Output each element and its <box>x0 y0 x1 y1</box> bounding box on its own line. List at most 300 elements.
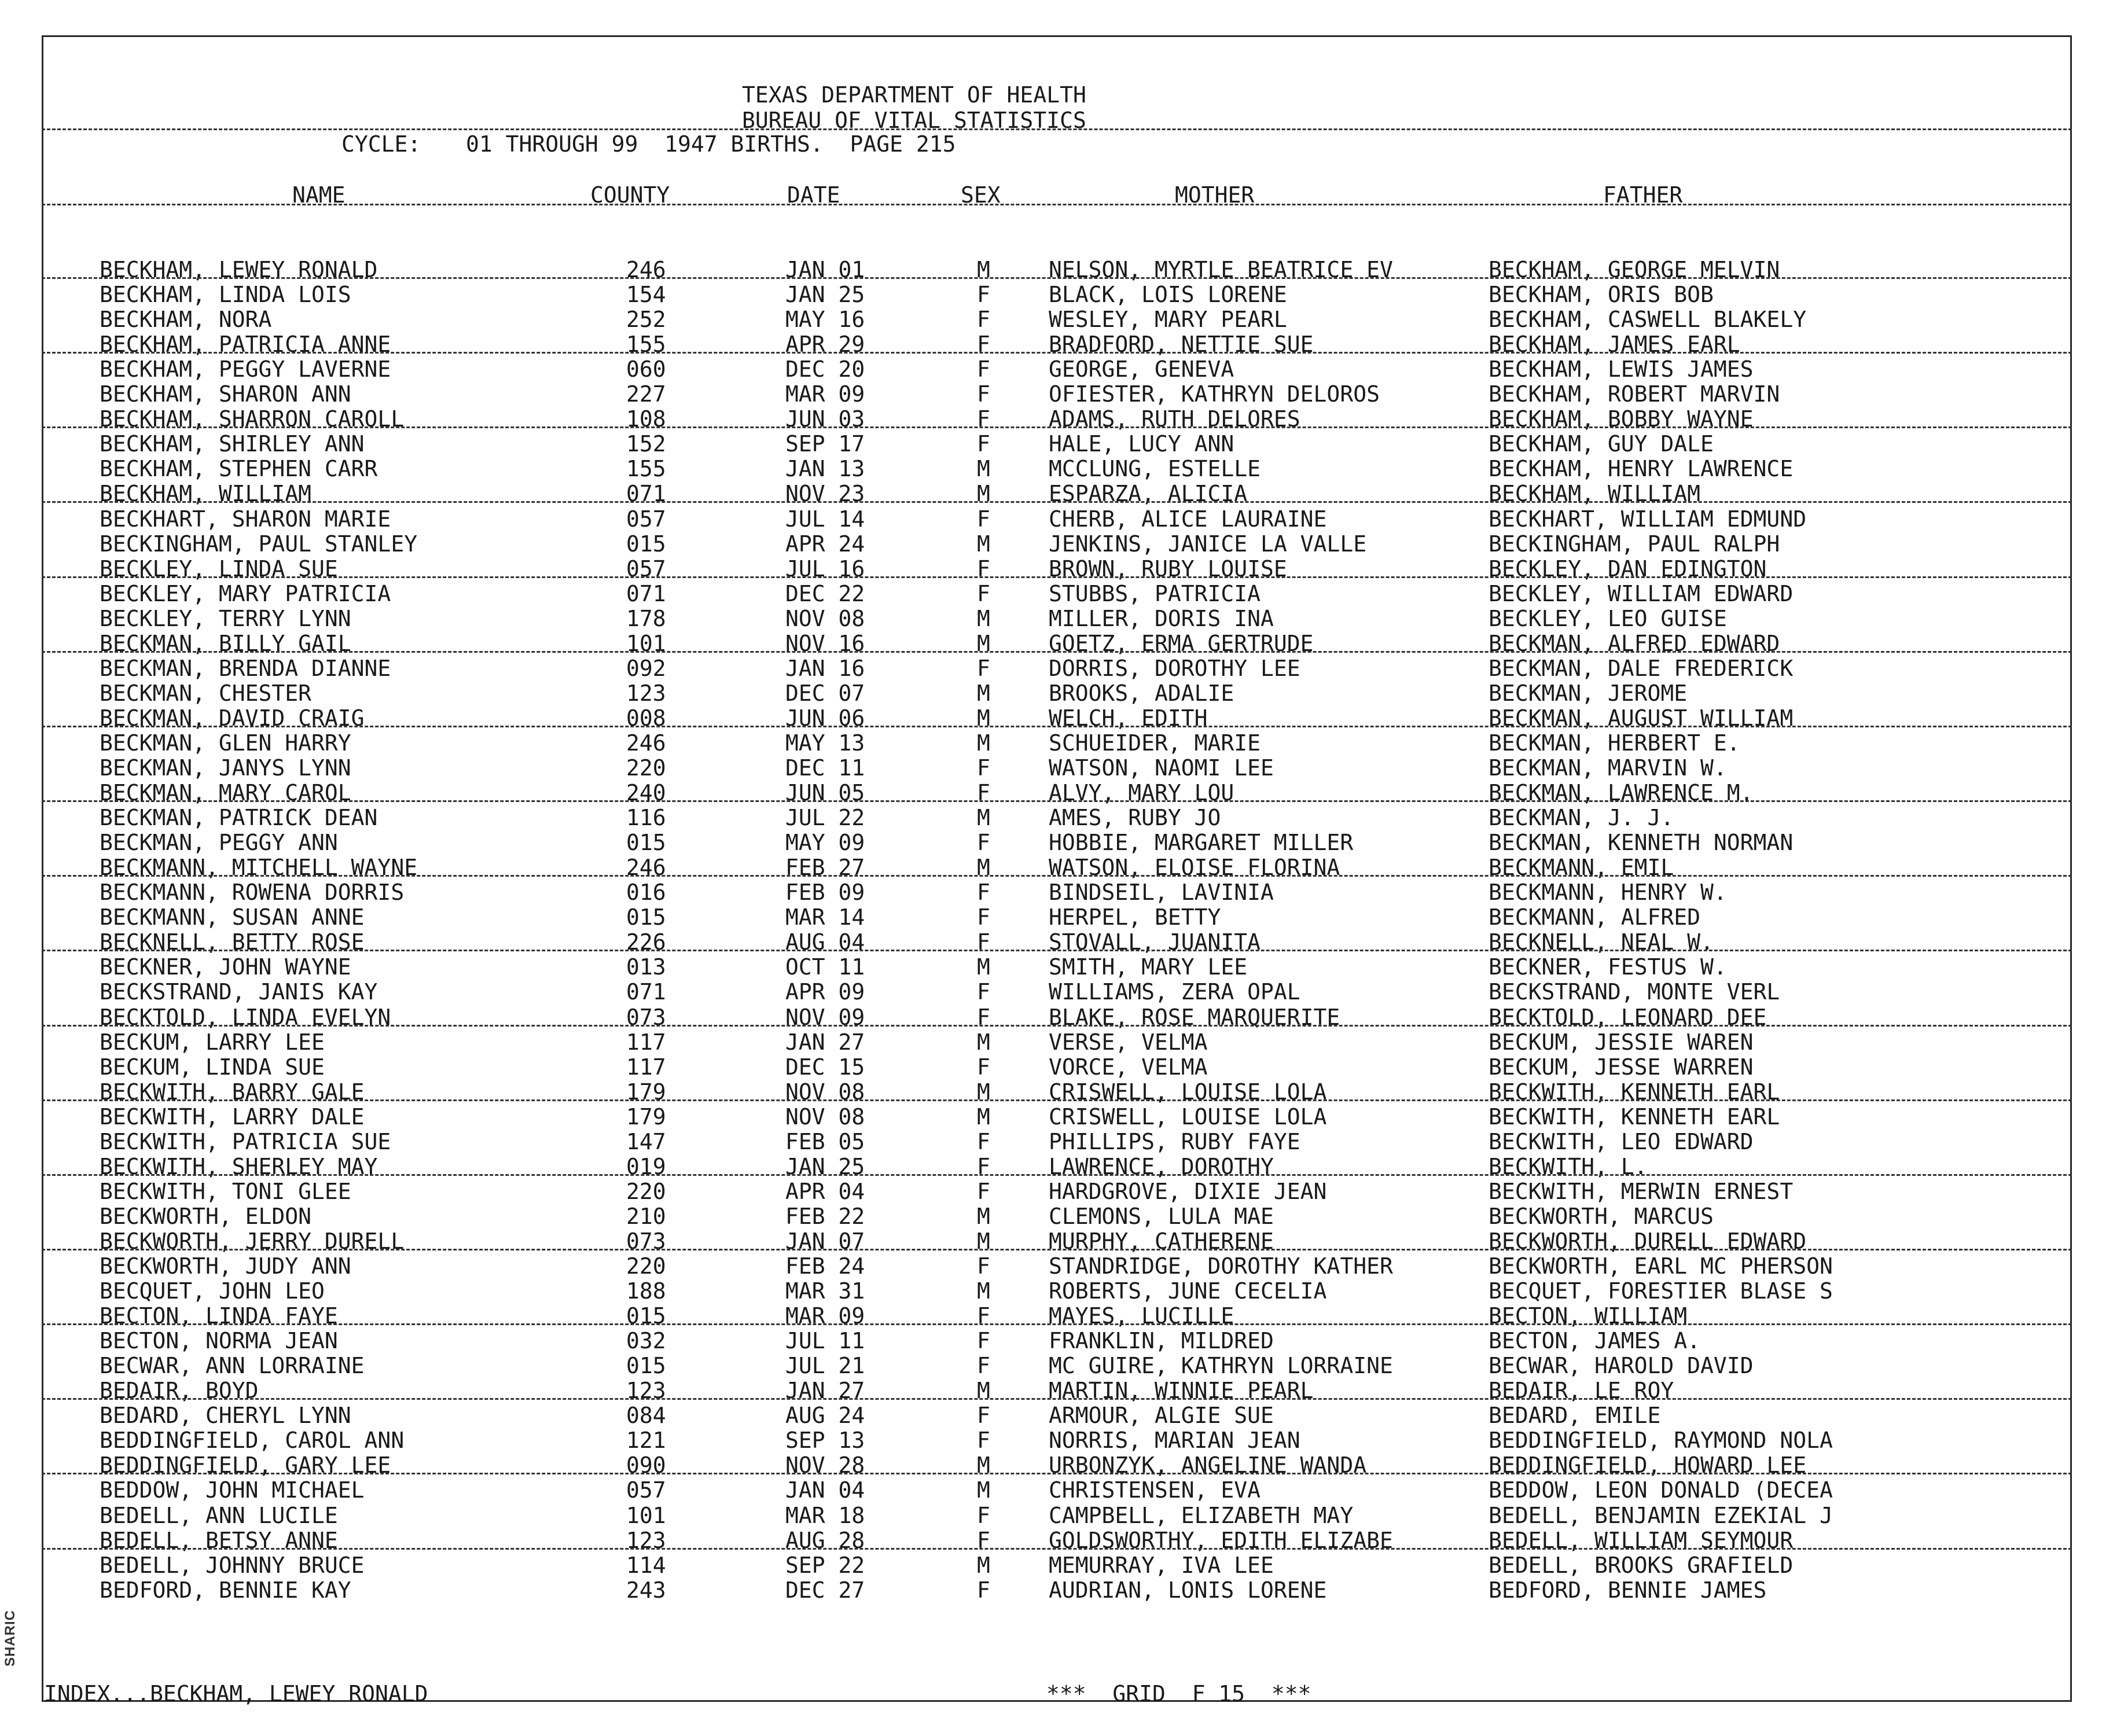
cell-mother: HALE, LUCY ANN <box>1049 431 1234 457</box>
cell-name: BECKWORTH, ELDON <box>100 1203 312 1229</box>
cell-mother: WILLIAMS, ZERA OPAL <box>1049 979 1300 1005</box>
cell-mother: CLEMONS, LULA MAE <box>1049 1203 1274 1229</box>
cell-county: 117 <box>626 1054 666 1080</box>
cell-county: 015 <box>626 1303 666 1329</box>
cell-name: BECKINGHAM, PAUL STANLEY <box>100 531 418 557</box>
cell-sex: F <box>977 880 990 906</box>
cell-mother: BROWN, RUBY LOUISE <box>1049 556 1287 582</box>
cell-county: 152 <box>626 431 666 457</box>
cell-date: DEC 07 <box>785 680 865 706</box>
cell-date: FEB 24 <box>785 1253 865 1279</box>
cell-date: APR 04 <box>785 1178 865 1204</box>
table-row <box>42 458 2072 483</box>
cycle-label: CYCLE: <box>341 131 421 157</box>
cell-name: BECKMAN, GLEN HARRY <box>100 730 351 756</box>
grid-footer: *** GRID F 15 *** <box>1046 1681 1311 1706</box>
cell-county: 240 <box>626 780 666 806</box>
table-row <box>42 483 2072 507</box>
cell-mother: ROBERTS, JUNE CECELIA <box>1049 1278 1327 1304</box>
cell-date: MAR 09 <box>785 381 865 407</box>
cell-name: BECKMANN, MITCHELL WAYNE <box>100 855 418 881</box>
department-title: TEXAS DEPARTMENT OF HEALTH <box>742 82 1086 108</box>
cell-county: 188 <box>626 1278 666 1304</box>
cell-date: DEC 22 <box>785 580 865 606</box>
table-row <box>42 832 2072 856</box>
cell-father: BECKHAM, JAMES EARL <box>1489 332 1740 358</box>
column-header-sex: SEX <box>961 182 1001 208</box>
cell-date: JAN 04 <box>785 1477 865 1503</box>
cell-date: MAR 14 <box>785 904 865 930</box>
row-divider <box>42 726 2072 727</box>
table-row <box>42 1205 2072 1230</box>
cell-mother: CAMPBELL, ELIZABETH MAY <box>1049 1502 1354 1528</box>
cell-county: 155 <box>626 456 666 482</box>
cell-mother: BRADFORD, NETTIE SUE <box>1049 332 1314 358</box>
cell-name: BECKMANN, SUSAN ANNE <box>100 904 365 930</box>
cell-father: BECKMAN, JEROME <box>1489 680 1688 706</box>
table-row <box>42 1106 2072 1131</box>
cell-father: BECKNER, FESTUS W. <box>1489 954 1727 980</box>
cell-date: OCT 11 <box>785 954 865 980</box>
cell-sex: M <box>977 705 990 731</box>
table-row <box>42 657 2072 682</box>
cell-sex: F <box>977 1403 990 1429</box>
table-row <box>42 807 2072 832</box>
cell-sex: F <box>977 580 990 606</box>
cell-father: BECKTOLD, LEONARD DEE <box>1489 1004 1767 1030</box>
cell-date: DEC 27 <box>785 1577 865 1603</box>
cell-father: BECWAR, HAROLD DAVID <box>1489 1353 1754 1379</box>
cell-date: MAR 18 <box>785 1502 865 1528</box>
cell-mother: CRISWELL, LOUISE LOLA <box>1049 1079 1327 1105</box>
cell-county: 032 <box>626 1328 666 1354</box>
cell-mother: ESPARZA, ALICIA <box>1049 481 1248 507</box>
cell-sex: M <box>977 1452 990 1478</box>
cell-county: 246 <box>626 730 666 756</box>
cell-mother: MEMURRAY, IVA LEE <box>1049 1552 1274 1578</box>
cell-date: NOV 08 <box>785 605 865 631</box>
row-divider <box>42 1323 2072 1325</box>
cell-name: BECKHAM, SHARRON CAROLL <box>100 406 405 432</box>
cell-sex: F <box>977 1577 990 1603</box>
cell-father: BECKMAN, MARVIN W. <box>1489 755 1727 781</box>
cell-mother: BINDSEIL, LAVINIA <box>1049 880 1274 906</box>
cell-father: BECKMAN, AUGUST WILLIAM <box>1489 705 1794 731</box>
cell-name: BECKMAN, PEGGY ANN <box>100 830 338 856</box>
cell-date: APR 09 <box>785 979 865 1005</box>
table-row <box>42 881 2072 906</box>
cell-date: SEP 22 <box>785 1552 865 1578</box>
cell-name: BECKWITH, BARRY GALE <box>100 1079 365 1105</box>
cell-name: BECKSTRAND, JANIS KAY <box>100 979 378 1005</box>
table-row <box>42 1180 2072 1205</box>
table-row <box>42 1081 2072 1106</box>
cell-mother: JENKINS, JANICE LA VALLE <box>1049 531 1367 557</box>
cell-name: BECKHAM, SHARON ANN <box>100 381 351 407</box>
cell-father: BECKHAM, LEWIS JAMES <box>1489 356 1754 382</box>
table-row <box>42 605 2072 632</box>
column-header-mother: MOTHER <box>1175 182 1255 208</box>
cell-sex: F <box>977 1328 990 1354</box>
cell-date: JUL 16 <box>785 556 865 582</box>
cell-sex: F <box>977 830 990 856</box>
cell-mother: MAYES, LUCILLE <box>1049 1303 1234 1329</box>
side-label: SHARIC <box>2 1609 18 1667</box>
cell-county: 116 <box>626 805 666 831</box>
cell-sex: M <box>977 1029 990 1055</box>
cell-county: 123 <box>626 1378 666 1404</box>
cell-name: BECKWITH, LARRY DALE <box>100 1104 365 1130</box>
cell-sex: M <box>977 257 990 282</box>
cell-county: 226 <box>626 929 666 955</box>
cell-date: JAN 07 <box>785 1228 865 1254</box>
cell-mother: VORCE, VELMA <box>1049 1054 1208 1080</box>
cell-father: BECKWITH, MERWIN ERNEST <box>1489 1178 1794 1204</box>
cell-sex: F <box>977 1153 990 1179</box>
cell-name: BECKMAN, BILLY GAIL <box>100 630 351 656</box>
table-row <box>42 1529 2072 1554</box>
cell-date: NOV 28 <box>785 1452 865 1478</box>
cell-name: BECKMANN, ROWENA DORRIS <box>100 880 405 906</box>
column-header-county: COUNTY <box>590 182 670 208</box>
cell-father: BECKHAM, WILLIAM <box>1489 481 1701 507</box>
cell-father: BECKHAM, CASWELL BLAKELY <box>1489 307 1807 333</box>
row-divider <box>42 1099 2072 1101</box>
cell-mother: WATSON, ELOISE FLORINA <box>1049 855 1340 881</box>
table-row <box>42 682 2072 707</box>
cell-county: 155 <box>626 332 666 358</box>
cell-county: 243 <box>626 1577 666 1603</box>
cell-mother: BROOKS, ADALIE <box>1049 680 1234 706</box>
table-row <box>42 1305 2072 1330</box>
cell-mother: NELSON, MYRTLE BEATRICE EV <box>1049 257 1393 282</box>
cell-sex: F <box>977 1303 990 1329</box>
cell-father: BECKHART, WILLIAM EDMUND <box>1489 506 1807 532</box>
cell-father: BEDELL, BROOKS GRAFIELD <box>1489 1552 1794 1578</box>
cell-date: AUG 28 <box>785 1527 865 1553</box>
cell-date: JUL 11 <box>785 1328 865 1354</box>
cell-father: BEDDINGFIELD, HOWARD LEE <box>1489 1452 1807 1478</box>
table-row <box>42 856 2072 881</box>
bureau-title: BUREAU OF VITAL STATISTICS <box>742 108 1086 133</box>
cell-name: BEDDOW, JOHN MICHAEL <box>100 1477 365 1503</box>
cell-county: 071 <box>626 979 666 1005</box>
table-row <box>42 1502 2072 1529</box>
cell-sex: M <box>977 730 990 756</box>
cell-county: 060 <box>626 356 666 382</box>
table-row <box>42 906 2072 931</box>
cell-county: 246 <box>626 855 666 881</box>
cell-name: BECKNELL, BETTY ROSE <box>100 929 365 955</box>
cell-date: MAR 31 <box>785 1278 865 1304</box>
cell-name: BECKMAN, DAVID CRAIG <box>100 705 365 731</box>
cell-mother: VERSE, VELMA <box>1049 1029 1208 1055</box>
cell-sex: F <box>977 780 990 806</box>
table-row <box>42 580 2072 608</box>
cell-sex: M <box>977 1552 990 1578</box>
cell-father: BEDAIR, LE ROY <box>1489 1378 1674 1404</box>
cell-county: 057 <box>626 556 666 582</box>
cell-date: MAY 13 <box>785 730 865 756</box>
cell-county: 108 <box>626 406 666 432</box>
cell-father: BECKWORTH, MARCUS <box>1489 1203 1714 1229</box>
table-row <box>42 1355 2072 1380</box>
cell-father: BECKMAN, ALFRED EDWARD <box>1489 630 1780 656</box>
cell-sex: F <box>977 655 990 681</box>
cell-date: FEB 09 <box>785 880 865 906</box>
cell-county: 057 <box>626 1477 666 1503</box>
cell-mother: OFIESTER, KATHRYN DELOROS <box>1049 381 1380 407</box>
cell-name: BECKHAM, NORA <box>100 307 272 333</box>
cell-father: BECKHAM, BOBBY WAYNE <box>1489 406 1754 432</box>
cell-mother: MILLER, DORIS INA <box>1049 605 1274 631</box>
cell-sex: F <box>977 1054 990 1080</box>
row-divider <box>42 1473 2072 1474</box>
cell-father: BECKWORTH, EARL MC PHERSON <box>1489 1253 1833 1279</box>
cell-sex: M <box>977 1228 990 1254</box>
table-row <box>42 1153 2072 1180</box>
column-header-date: DATE <box>787 182 840 208</box>
cell-county: 057 <box>626 506 666 532</box>
cell-mother: WELCH, EDITH <box>1049 705 1208 731</box>
cell-name: BEDDINGFIELD, GARY LEE <box>100 1452 391 1478</box>
cell-sex: M <box>977 630 990 656</box>
cell-name: BECKUM, LARRY LEE <box>100 1029 325 1055</box>
cell-date: NOV 09 <box>785 1004 865 1030</box>
cell-county: 220 <box>626 1253 666 1279</box>
column-header-name: NAME <box>292 182 346 208</box>
cell-father: BECKHAM, ROBERT MARVIN <box>1489 381 1780 407</box>
table-row <box>42 558 2072 583</box>
cell-sex: M <box>977 1378 990 1404</box>
cell-name: BECKHAM, PATRICIA ANNE <box>100 332 391 358</box>
cell-sex: M <box>977 481 990 507</box>
cell-county: 227 <box>626 381 666 407</box>
cell-county: 123 <box>626 680 666 706</box>
cell-name: BECTON, NORMA JEAN <box>100 1328 338 1354</box>
cell-father: BECKWITH, KENNETH EARL <box>1489 1079 1780 1105</box>
row-divider <box>42 1398 2072 1400</box>
cell-county: 016 <box>626 880 666 906</box>
cell-father: BECTON, WILLIAM <box>1489 1303 1688 1329</box>
cell-sex: M <box>977 680 990 706</box>
cell-mother: GOETZ, ERMA GERTRUDE <box>1049 630 1314 656</box>
table-row <box>42 1230 2072 1255</box>
cell-sex: M <box>977 456 990 482</box>
cell-mother: AMES, RUBY JO <box>1049 805 1221 831</box>
cell-father: BECKUM, JESSIE WAREN <box>1489 1029 1754 1055</box>
cell-sex: F <box>977 979 990 1005</box>
table-row <box>42 981 2072 1006</box>
cell-mother: STANDRIDGE, DOROTHY KATHER <box>1049 1253 1393 1279</box>
birth-records-table <box>42 0 2072 1667</box>
cell-sex: M <box>977 531 990 557</box>
cell-mother: FRANKLIN, MILDRED <box>1049 1328 1274 1354</box>
cell-county: 178 <box>626 605 666 631</box>
table-row <box>42 308 2072 333</box>
cell-name: BEDELL, BETSY ANNE <box>100 1527 338 1553</box>
cell-date: FEB 05 <box>785 1128 865 1154</box>
cell-sex: F <box>977 431 990 457</box>
cell-name: BEDELL, ANN LUCILE <box>100 1502 338 1528</box>
cell-sex: F <box>977 1128 990 1154</box>
cell-sex: F <box>977 356 990 382</box>
cell-sex: F <box>977 307 990 333</box>
cell-father: BECKHAM, GUY DALE <box>1489 431 1714 457</box>
row-divider <box>42 1025 2072 1027</box>
cell-father: BECKMANN, EMIL <box>1489 855 1674 881</box>
cell-mother: ALVY, MARY LOU <box>1049 780 1234 806</box>
table-row <box>42 533 2072 558</box>
cell-mother: WATSON, NAOMI LEE <box>1049 755 1274 781</box>
cell-county: 092 <box>626 655 666 681</box>
cell-sex: M <box>977 1278 990 1304</box>
cell-date: MAR 09 <box>785 1303 865 1329</box>
cell-name: BECKHAM, SHIRLEY ANN <box>100 431 365 457</box>
cell-county: 246 <box>626 257 666 282</box>
cell-name: BECKNER, JOHN WAYNE <box>100 954 351 980</box>
cell-father: BECKLEY, LEO GUISE <box>1489 605 1727 631</box>
cell-name: BECWAR, ANN LORRAINE <box>100 1353 365 1379</box>
table-row <box>42 1056 2072 1081</box>
cell-name: BECKWITH, PATRICIA SUE <box>100 1128 391 1154</box>
row-divider <box>42 800 2072 802</box>
cell-mother: GEORGE, GENEVA <box>1049 356 1234 382</box>
cell-county: 101 <box>626 1502 666 1528</box>
cell-date: JAN 16 <box>785 655 865 681</box>
cell-father: BEDFORD, BENNIE JAMES <box>1489 1577 1767 1603</box>
cell-sex: F <box>977 282 990 308</box>
cell-county: 210 <box>626 1203 666 1229</box>
cell-father: BECKSTRAND, MONTE VERL <box>1489 979 1780 1005</box>
cell-sex: M <box>977 1203 990 1229</box>
cell-sex: M <box>977 954 990 980</box>
cell-county: 019 <box>626 1153 666 1179</box>
cell-mother: HOBBIE, MARGARET MILLER <box>1049 830 1354 856</box>
cell-name: BECKHAM, WILLIAM <box>100 481 312 507</box>
table-row <box>42 1330 2072 1355</box>
cell-name: BECKMAN, CHESTER <box>100 680 312 706</box>
cell-name: BECKHAM, STEPHEN CARR <box>100 456 378 482</box>
cell-father: BECKMANN, ALFRED <box>1489 904 1701 930</box>
table-row <box>42 707 2072 732</box>
cell-name: BEDDINGFIELD, CAROL ANN <box>100 1428 405 1454</box>
cell-date: MAY 16 <box>785 307 865 333</box>
table-row <box>42 1380 2072 1404</box>
cell-county: 117 <box>626 1029 666 1055</box>
table-row <box>42 1454 2072 1479</box>
cell-date: APR 29 <box>785 332 865 358</box>
cell-name: BECKWITH, TONI GLEE <box>100 1178 351 1204</box>
cell-date: SEP 17 <box>785 431 865 457</box>
row-divider <box>42 950 2072 951</box>
cell-date: JAN 01 <box>785 257 865 282</box>
row-divider <box>42 426 2072 428</box>
row-divider <box>42 651 2072 653</box>
cell-mother: MC GUIRE, KATHRYN LORRAINE <box>1049 1353 1393 1379</box>
table-row <box>42 931 2072 956</box>
cell-date: FEB 22 <box>785 1203 865 1229</box>
cell-mother: CHRISTENSEN, EVA <box>1049 1477 1261 1503</box>
cell-mother: CRISWELL, LOUISE LOLA <box>1049 1104 1327 1130</box>
cell-county: 071 <box>626 580 666 606</box>
table-row <box>42 632 2072 657</box>
cell-date: JUN 06 <box>785 705 865 731</box>
cell-name: BECKWITH, SHERLEY MAY <box>100 1153 378 1179</box>
cell-mother: ADAMS, RUTH DELORES <box>1049 406 1300 432</box>
cell-name: BECKMAN, PATRICK DEAN <box>100 805 378 831</box>
cell-mother: CHERB, ALICE LAURAINE <box>1049 506 1327 532</box>
cell-father: BECKNELL, NEAL W. <box>1489 929 1714 955</box>
cell-county: 154 <box>626 282 666 308</box>
cell-mother: HARDGROVE, DIXIE JEAN <box>1049 1178 1327 1204</box>
cell-father: BECKMAN, J. J. <box>1489 805 1674 831</box>
row-divider <box>42 1174 2072 1176</box>
row-divider <box>42 576 2072 578</box>
cell-date: AUG 24 <box>785 1403 865 1429</box>
index-footer: INDEX...BECKHAM, LEWEY RONALD <box>44 1681 428 1706</box>
cell-date: NOV 08 <box>785 1104 865 1130</box>
cell-father: BECKWITH, LEO EDWARD <box>1489 1128 1754 1154</box>
cell-county: 220 <box>626 755 666 781</box>
cell-father: BECKINGHAM, PAUL RALPH <box>1489 531 1780 557</box>
cell-mother: WESLEY, MARY PEARL <box>1049 307 1287 333</box>
cell-sex: F <box>977 1527 990 1553</box>
cell-date: NOV 08 <box>785 1079 865 1105</box>
cell-sex: F <box>977 929 990 955</box>
cell-mother: STOVALL, JUANITA <box>1049 929 1261 955</box>
cell-sex: F <box>977 506 990 532</box>
cell-name: BECQUET, JOHN LEO <box>100 1278 325 1304</box>
cell-mother: MARTIN, WINNIE PEARL <box>1049 1378 1314 1404</box>
cell-date: JUL 14 <box>785 506 865 532</box>
cell-county: 114 <box>626 1552 666 1578</box>
cell-name: BECKMAN, JANYS LYNN <box>100 755 351 781</box>
cell-name: BECKHAM, LEWEY RONALD <box>100 257 378 282</box>
cell-county: 015 <box>626 904 666 930</box>
cell-mother: ARMOUR, ALGIE SUE <box>1049 1403 1274 1429</box>
cell-name: BECKUM, LINDA SUE <box>100 1054 325 1080</box>
cell-county: 090 <box>626 1452 666 1478</box>
cell-county: 179 <box>626 1104 666 1130</box>
cell-date: NOV 23 <box>785 481 865 507</box>
cell-sex: F <box>977 1178 990 1204</box>
cell-sex: F <box>977 1004 990 1030</box>
cell-sex: M <box>977 605 990 631</box>
cell-father: BECKWITH, KENNETH EARL <box>1489 1104 1780 1130</box>
row-divider <box>42 277 2072 279</box>
cell-father: BECKLEY, DAN EDINGTON <box>1489 556 1767 582</box>
cell-county: 013 <box>626 954 666 980</box>
cell-name: BECKWORTH, JERRY DURELL <box>100 1228 405 1254</box>
cell-name: BECKHAM, PEGGY LAVERNE <box>100 356 391 382</box>
cell-father: BECKWORTH, DURELL EDWARD <box>1489 1228 1807 1254</box>
cell-sex: F <box>977 1253 990 1279</box>
cycle-value: 01 THROUGH 99 1947 BIRTHS. PAGE 215 <box>466 131 956 157</box>
cell-father: BECKWITH, L. <box>1489 1153 1648 1179</box>
cell-name: BECKMAN, BRENDA DIANNE <box>100 655 391 681</box>
cell-name: BECKHAM, LINDA LOIS <box>100 282 351 308</box>
table-row <box>42 1479 2072 1504</box>
table-row <box>42 1255 2072 1280</box>
cell-father: BECKMAN, LAWRENCE M. <box>1489 780 1754 806</box>
cell-mother: MURPHY, CATHERENE <box>1049 1228 1274 1254</box>
table-row <box>42 1128 2072 1156</box>
column-header-father: FATHER <box>1603 182 1683 208</box>
cell-name: BEDAIR, BOYD <box>100 1378 259 1404</box>
cell-sex: F <box>977 1428 990 1454</box>
cell-county: 073 <box>626 1228 666 1254</box>
